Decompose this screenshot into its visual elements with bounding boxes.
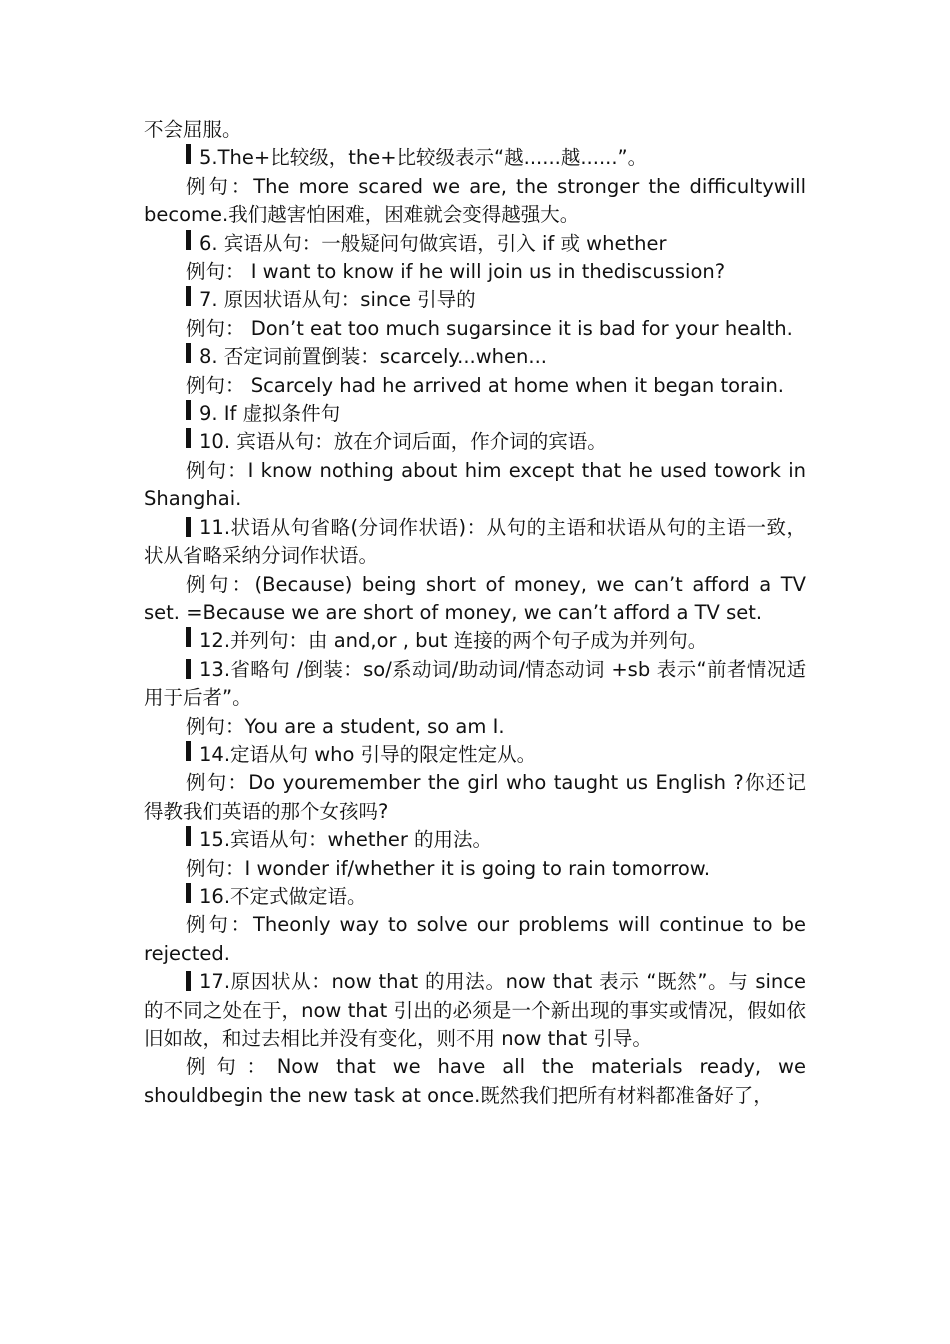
section-heading-8 (144, 343, 806, 371)
heading-text: 6. 宾语从句：一般疑问句做宾语，引入 if 或 whether (199, 231, 667, 255)
example-sentence: 例句： I want to know if he will join us in thediscussion? (186, 260, 726, 284)
example-sentence: 例句：You are a student, so am I. (186, 714, 505, 738)
heading-marker (186, 826, 191, 846)
heading-marker (186, 230, 191, 250)
example-sentence: 例句：Do youremember the girl who taught us English ?你还记得教我们英语的那个女孩吗? (144, 771, 806, 823)
example-sentence: 例句：The more scared we are, the stronger the difficultywill become.我们越害怕困难，困难就会变得越强大。 (144, 174, 806, 227)
heading-marker (186, 883, 191, 903)
heading-text: 14.定语从句 who 引导的限定性定从。 (199, 742, 537, 766)
heading-marker (186, 400, 191, 420)
heading-text: 16.不定式做定语。 (199, 884, 367, 908)
section-heading-17 (144, 968, 806, 1053)
section-heading-13 (144, 656, 806, 713)
section-heading-10 (144, 428, 806, 456)
heading-marker (186, 659, 191, 679)
heading-marker (186, 286, 191, 306)
section-heading-9 (144, 400, 806, 428)
heading-marker (186, 627, 191, 647)
heading-text: 7. 原因状语从句：since 引导的 (199, 288, 476, 312)
document-body (144, 116, 806, 1110)
example-sentence: 例句：I wonder if/whether it is going to rain tomorrow. (186, 856, 711, 880)
heading-text: 8. 否定词前置倒装：scarcely...when... (199, 345, 547, 369)
heading-marker (186, 741, 191, 761)
example-sentence: 例句：(Because) being short of money, we can’t afford a TV set. =Because we are short of money, we can’t afford a TV set. (144, 572, 806, 624)
heading-marker (186, 144, 191, 164)
paragraph-continuation: 不会屈服。 (144, 118, 242, 141)
section-heading-7 (144, 286, 806, 314)
example-sentence: 例句：Theonly way to solve our problems will continue to be rejected. (144, 913, 806, 965)
heading-text: 5.The+比较级，the+比较级表示“越......越......”。 (199, 146, 648, 170)
heading-marker (186, 343, 191, 363)
section-heading-15 (144, 826, 806, 854)
heading-marker (186, 971, 191, 991)
example-sentence: 例句：Now that we have all the materials ready, we shouldbegin the new task at once.既然我们把所有材料都准备好了， (144, 1055, 806, 1107)
heading-text: 15.宾语从句：whether 的用法。 (199, 828, 493, 852)
section-heading-16 (144, 883, 806, 911)
section-heading-5 (144, 144, 806, 172)
section-heading-14 (144, 741, 806, 769)
heading-text: 10. 宾语从句：放在介词后面，作介词的宾语。 (199, 430, 607, 454)
heading-text: 13.省略句 /倒装：so/系动词/助动词/情态动词 +sb 表示“前者情况适用于后者”。 (144, 657, 806, 710)
heading-marker (186, 428, 191, 448)
example-sentence: 例句：I know nothing about him except that he used towork in Shanghai. (144, 458, 806, 511)
heading-marker (186, 517, 191, 537)
example-sentence: 例句： Don’t eat too much sugarsince it is bad for your health. (186, 316, 793, 340)
example-sentence: 例句： Scarcely had he arrived at home when it began torain. (186, 373, 784, 397)
heading-text: 12.并列句：由 and,or , but 连接的两个句子成为并列句。 (199, 629, 708, 653)
heading-text: 17.原因状从：now that 的用法。now that 表示 “既然”。与 since 的不同之处在于，now that 引出的必须是一个新出现的事实或情况，假如依旧如故，和过去相比并没有变化，则不用 now that 引导。 (144, 970, 806, 1050)
heading-text: 9. If 虚拟条件句 (199, 402, 341, 426)
section-heading-12 (144, 627, 806, 655)
section-heading-6 (144, 230, 806, 258)
heading-text: 11.状语从句省略(分词作状语)：从句的主语和状语从句的主语一致，状从省略采纳分词作状语。 (144, 515, 806, 568)
section-heading-11 (144, 514, 806, 571)
